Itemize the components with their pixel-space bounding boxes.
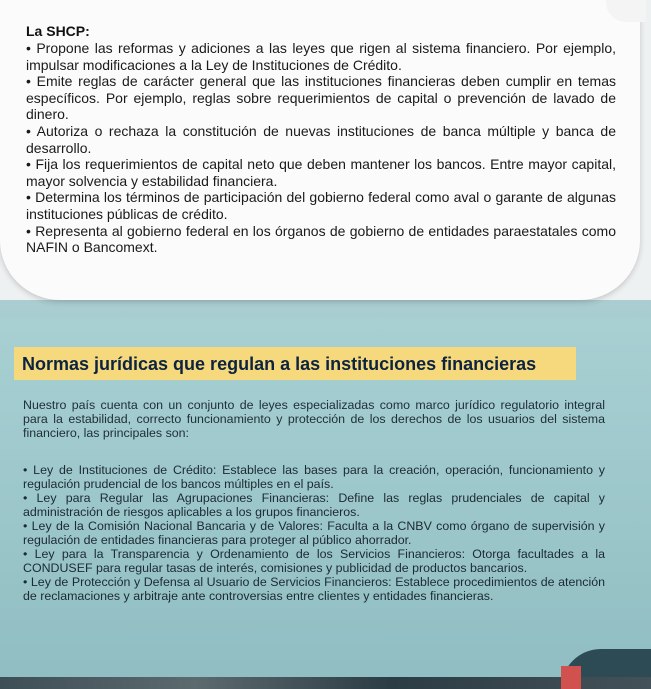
section-banner (14, 347, 576, 380)
law-item: • Ley de Instituciones de Crédito: Establece las bases para la creación, operación, funcionamiento y regulación prudencial de los bancos múltiples en el país. (23, 463, 605, 491)
shcp-item: • Determina los términos de participación del gobierno federal como aval o garante de algunas instituciones públicas de crédito. (26, 189, 616, 222)
shcp-item: • Fija los requerimientos de capital neto que deben mantener los bancos. Entre mayor capital, mayor solvencia y estabilidad financiera. (26, 156, 616, 189)
shcp-item: • Autoriza o rechaza la constitución de nuevas instituciones de banca múltiple y banca de desarrollo. (26, 122, 616, 156)
law-item: • Ley de la Comisión Nacional Bancaria y de Valores: Faculta a la CNBV como órgano de supervisión y regulación de entidades financieras para proteger al público ahorrador. (23, 519, 605, 547)
shcp-card (0, 0, 640, 300)
shcp-heading: La SHCP: (26, 23, 90, 39)
shcp-item: • Representa al gobierno federal en los órganos de gobierno de entidades paraestatales como NAFIN o Bancomext. (26, 222, 616, 256)
laws-list (23, 463, 605, 603)
law-item: • Ley para Regular las Agrupaciones Financieras: Define las reglas prudenciales de capital y administración de riesgos aplicables a los grupos financieros. (23, 491, 605, 519)
shcp-item: • Emite reglas de carácter general que las instituciones financieras deben cumplir en temas específicos. Por ejemplo, reglas sobre requerimientos de capital o prevención de lavado de dinero. (26, 73, 616, 123)
bottom-strip (0, 677, 651, 689)
law-item: • Ley para la Transparencia y Ordenamiento de los Servicios Financieros: Otorga facultades a la CONDUSEF para regular tasas de interés, comisiones y publicidad de productos bancarios. (23, 547, 605, 575)
shcp-item: • Propone las reformas y adiciones a las leyes que rigen al sistema financiero. Por ejemplo, impulsar modificaciones a la Ley de Instituciones de Crédito. (26, 40, 616, 73)
law-item: • Ley de Protección y Defensa al Usuario de Servicios Financieros: Establece procedimientos de atención de reclamaciones y arbitraje ante controversias entre clientes y entidades financieras. (23, 575, 605, 603)
section-intro: Nuestro país cuenta con un conjunto de leyes especializadas como marco jurídico regulatorio integral para la estabilidad, correcto funcionamiento y protección de los derechos de los usuarios del sistema financiero, las principales son: (23, 398, 605, 440)
section-title: Normas jurídicas que regulan a las instituciones financieras (22, 354, 537, 374)
red-marker (561, 666, 581, 689)
card-tab-decoration (606, 0, 646, 22)
